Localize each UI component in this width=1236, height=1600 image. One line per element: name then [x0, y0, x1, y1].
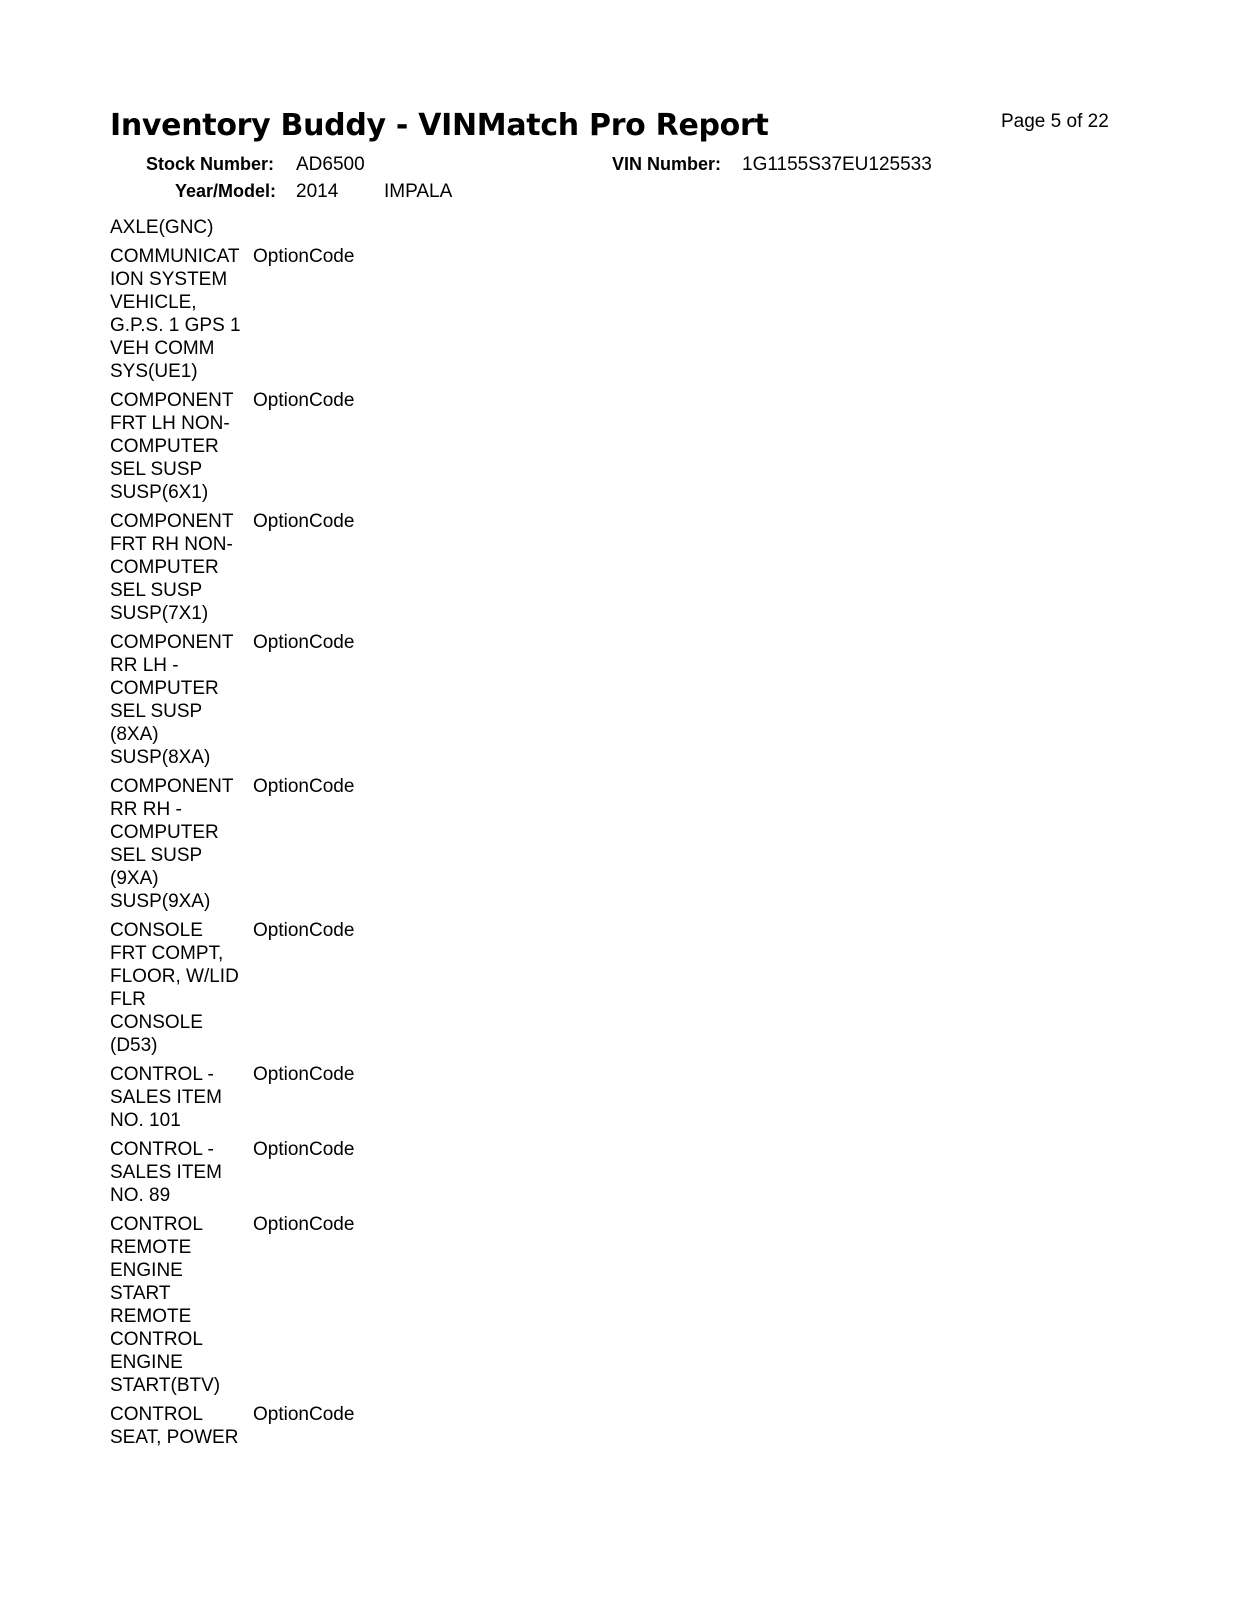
option-type: OptionCode [253, 1404, 355, 1425]
vin-label: VIN Number: [612, 154, 722, 174]
option-row [110, 389, 710, 504]
option-type: OptionCode [253, 920, 355, 941]
option-description: COMPONENT RR RH - COMPUTER SEL SUSP (9XA) SUSP(9XA) [110, 776, 234, 912]
option-type: OptionCode [253, 511, 355, 532]
option-description: COMPONENT FRT LH NON- COMPUTER SEL SUSP SUSP(6X1) [110, 390, 234, 503]
option-row [110, 919, 710, 1057]
stock-number-value: AD6500 [296, 154, 365, 175]
option-description: COMPONENT FRT RH NON- COMPUTER SEL SUSP SUSP(7X1) [110, 511, 234, 624]
option-row [110, 216, 710, 239]
options-list [110, 216, 710, 1455]
option-type: OptionCode [253, 1064, 355, 1085]
option-row [110, 1213, 710, 1397]
stock-number-label: Stock Number: [146, 154, 275, 174]
option-row [110, 510, 710, 625]
option-type: OptionCode [253, 390, 355, 411]
option-row [110, 1403, 710, 1449]
option-description: COMMUNICAT ION SYSTEM VEHICLE, G.P.S. 1 GPS 1 VEH COMM SYS(UE1) [110, 246, 241, 382]
option-description: CONSOLE FRT COMPT, FLOOR, W/LID FLR CONSOLE (D53) [110, 920, 239, 1056]
option-row [110, 775, 710, 913]
year-value: 2014 [296, 181, 339, 202]
year-model-label: Year/Model: [175, 181, 277, 201]
option-type: OptionCode [253, 1139, 355, 1160]
option-type: OptionCode [253, 632, 355, 653]
vin-value: 1G1155S37EU125533 [742, 154, 932, 175]
option-type: OptionCode [253, 776, 355, 797]
option-row [110, 1063, 710, 1132]
option-description: CONTROL SEAT, POWER [110, 1404, 239, 1448]
option-description: AXLE(GNC) [110, 217, 214, 238]
option-row [110, 1138, 710, 1207]
option-description: CONTROL - SALES ITEM NO. 89 [110, 1139, 222, 1206]
page-number: Page 5 of 22 [1001, 111, 1109, 132]
option-description: CONTROL - SALES ITEM NO. 101 [110, 1064, 222, 1131]
option-description: COMPONENT RR LH - COMPUTER SEL SUSP (8XA) SUSP(8XA) [110, 632, 234, 768]
option-row [110, 245, 710, 383]
model-value: IMPALA [384, 181, 453, 202]
option-row [110, 631, 710, 769]
option-description: CONTROL REMOTE ENGINE START REMOTE CONTROL ENGINE START(BTV) [110, 1214, 221, 1396]
option-type: OptionCode [253, 246, 355, 267]
report-title: Inventory Buddy - VINMatch Pro Report [110, 108, 769, 143]
option-type: OptionCode [253, 1214, 355, 1235]
